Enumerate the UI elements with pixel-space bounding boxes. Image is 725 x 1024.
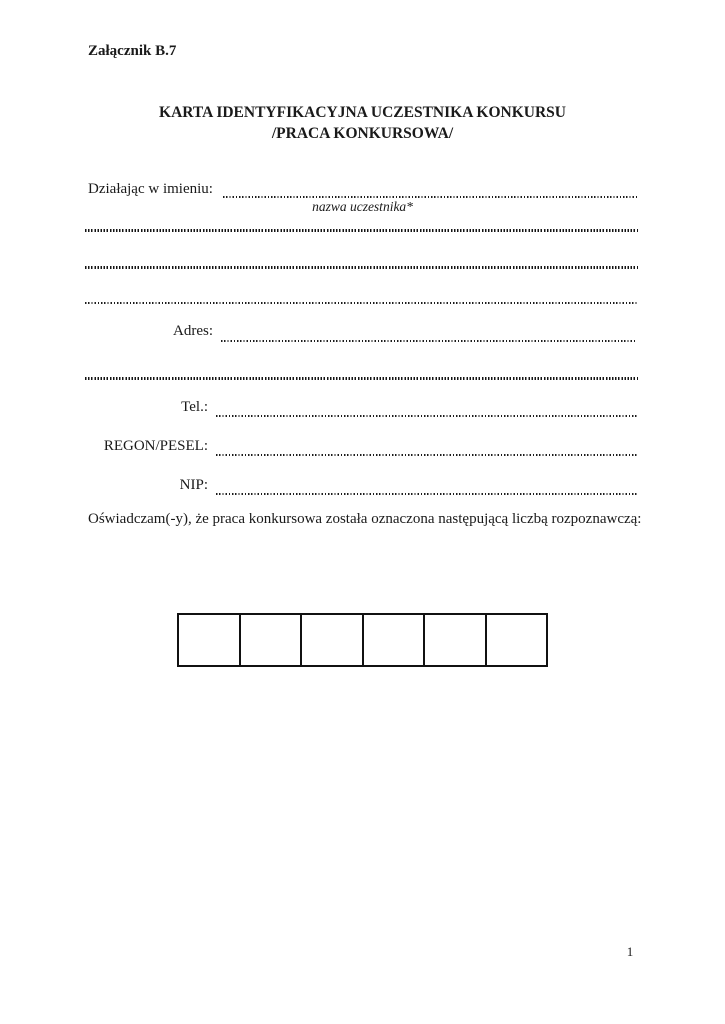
blank-line-3[interactable] <box>85 302 638 304</box>
code-box-6[interactable] <box>487 615 547 665</box>
acting-on-behalf-label: Działając w imieniu: <box>88 181 213 197</box>
address-label: Adres: <box>173 323 213 339</box>
declaration-text: Oświadczam(-y), że praca konkursowa została oznaczona następującą liczbą rozpoznawczą: <box>88 511 642 527</box>
nip-blank-line[interactable] <box>216 493 637 495</box>
document-title-line2: /PRACA KONKURSOWA/ <box>271 125 454 142</box>
code-box-1[interactable] <box>179 615 241 665</box>
page-number: 1 <box>626 944 634 959</box>
document-title-line1: KARTA IDENTYFIKACYJNA UCZESTNIKA KONKURSU <box>159 104 566 121</box>
code-box-2[interactable] <box>241 615 303 665</box>
code-box-5[interactable] <box>425 615 487 665</box>
participant-name-caption: nazwa uczestnika* <box>312 199 413 214</box>
nip-label: NIP: <box>179 477 208 493</box>
regon-pesel-label: REGON/PESEL: <box>103 438 208 454</box>
phone-blank-line[interactable] <box>216 415 637 417</box>
participant-name-blank-line[interactable] <box>223 196 637 198</box>
regon-pesel-blank-line[interactable] <box>216 454 637 456</box>
address-blank-line[interactable] <box>221 340 637 342</box>
blank-line-1[interactable] <box>85 229 638 232</box>
document-title <box>0 102 725 144</box>
phone-label: Tel.: <box>181 399 208 415</box>
code-box-4[interactable] <box>364 615 426 665</box>
attachment-label: Załącznik B.7 <box>88 43 177 59</box>
blank-line-2[interactable] <box>85 266 638 269</box>
address-blank-line-2[interactable] <box>85 377 638 380</box>
code-box-3[interactable] <box>302 615 364 665</box>
code-box-table <box>177 613 548 667</box>
